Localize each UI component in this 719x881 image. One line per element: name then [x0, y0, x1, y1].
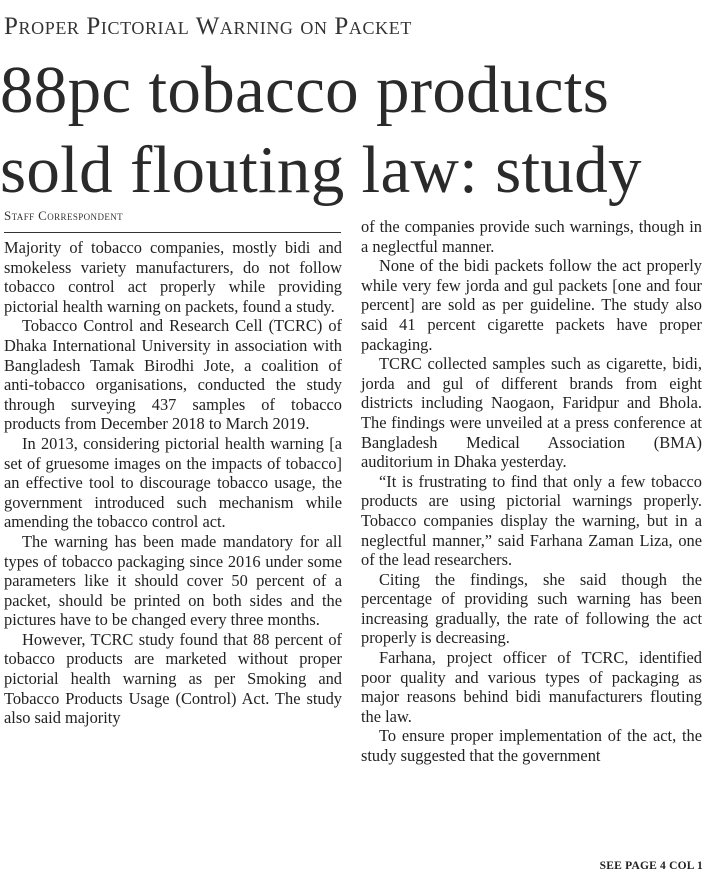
- continuation-jump-line: SEE PAGE 4 COL 1: [599, 860, 703, 872]
- paragraph: In 2013, considering pictorial health warning [a set of gruesome images on the impacts of tobacco] an effective tool to discourage tobacco usage, the government introduced such mechanism while amending the tobacco control act.: [4, 433, 342, 532]
- headline-line-1: 88pc tobacco products: [0, 53, 610, 127]
- byline: Staff Correspondent: [4, 208, 124, 223]
- kicker-headline: Proper Pictorial Warning on Packet: [4, 13, 412, 40]
- paragraph: To ensure proper implementation of the act, the study suggested that the government: [361, 726, 702, 766]
- article-column-right: [361, 217, 702, 766]
- paragraph: Tobacco Control and Research Cell (TCRC) of Dhaka International University in association with Bangladesh Tamak Birodhi Jote, a coalition of anti-tobacco organisations, conducted the study through surveying 437 samples of tobacco products from December 2018 to March 2019.: [4, 316, 342, 434]
- paragraph: of the companies provide such warnings, though in a neglectful manner.: [361, 217, 702, 256]
- paragraph: Citing the findings, she said though the percentage of providing such warning has been increasing gradually, the rate of following the act properly is decreasing.: [361, 569, 702, 648]
- paragraph: “It is frustrating to find that only a few tobacco products are using pictorial warnings properly. Tobacco companies display the warning, but in a neglectful manner,” said Farhana Zaman Liza, one of the lead researchers.: [361, 471, 702, 570]
- paragraph: However, TCRC study found that 88 percent of tobacco products are marketed without proper pictorial health warning as per Smoking and Tobacco Products Usage (Control) Act. The study also said majority: [4, 629, 342, 728]
- headline-line-2: sold flouting law: study: [0, 133, 642, 207]
- article-column-left: [4, 238, 342, 728]
- headline: [0, 50, 719, 210]
- paragraph: Farhana, project officer of TCRC, identified poor quality and various types of packaging as major reasons behind bidi manufacturers flouting the law.: [361, 648, 702, 726]
- paragraph: The warning has been made mandatory for all types of tobacco packaging since 2016 under some parameters like it should cover 50 percent of a packet, should be printed on both sides and the pictures have to be changed every three months.: [4, 531, 342, 630]
- paragraph: Majority of tobacco companies, mostly bidi and smokeless variety manufacturers, do not follow tobacco control act properly while providing pictorial health warning on packets, found a study.: [4, 238, 342, 316]
- paragraph: TCRC collected samples such as cigarette, bidi, jorda and gul of different brands from eight districts including Naogaon, Faridpur and Bhola. The findings were unveiled at a press conference at Bangladesh Medical Association (BMA) auditorium in Dhaka yesterday.: [361, 354, 702, 472]
- byline-divider: [4, 232, 341, 233]
- paragraph: None of the bidi packets follow the act properly while very few jorda and gul packets [one and four percent] are sold as per guideline. The study also said 41 percent cigarette packets have proper packaging.: [361, 256, 702, 354]
